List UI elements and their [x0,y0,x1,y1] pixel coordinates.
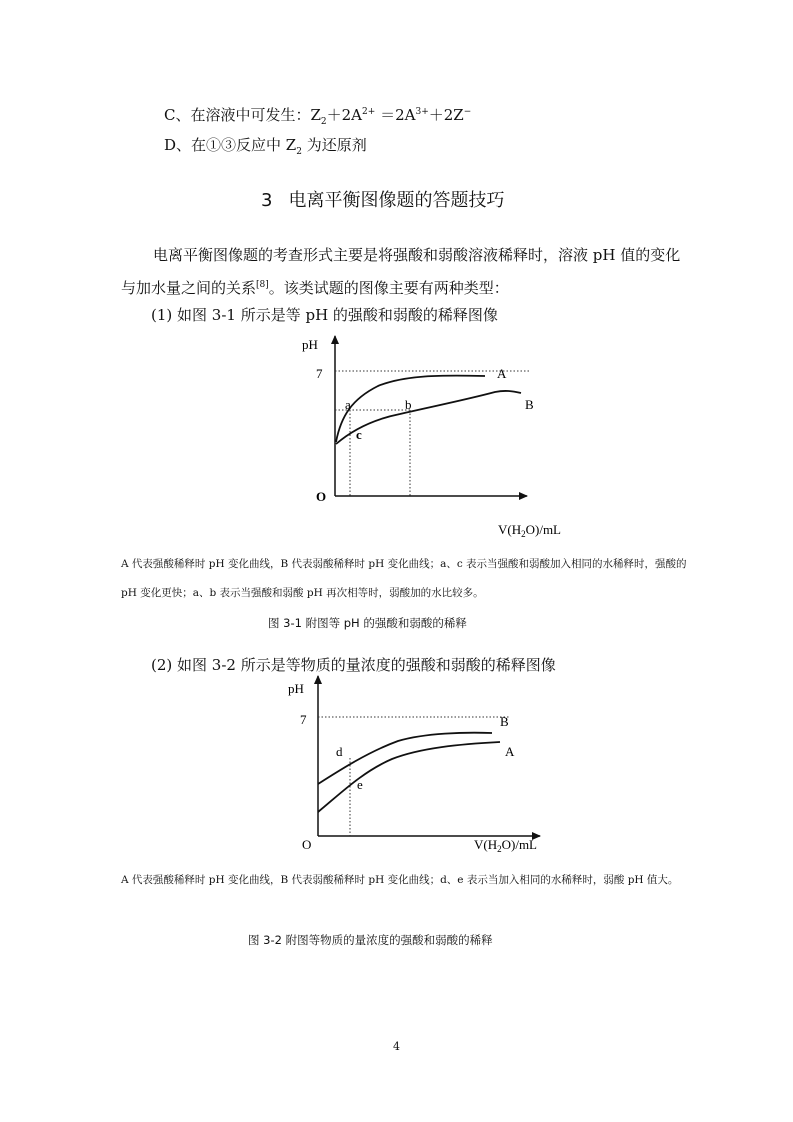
figure2-caption: 图 3-2 附图等物质的量浓度的强酸和弱酸的稀释 [248,933,493,947]
curve-B [336,391,521,444]
label-7: 7 [316,366,323,381]
figure2-note: A 代表强酸稀释时 pH 变化曲线，B 代表弱酸稀释时 pH 变化曲线；d、e 表示当加入相同的水稀释时，弱酸 pH 值大。 [121,874,679,886]
label-7: 7 [300,712,307,727]
label-origin: O [316,489,327,504]
label-ph: pH [302,337,318,352]
figure2-intro: (2) 如图 3-2 所示是等物质的量浓度的强酸和弱酸的稀释图像 [151,656,556,674]
label-B: B [525,397,534,412]
curve-B [318,733,492,784]
option-d: D、在①③反应中 $Z_2$ 为还原剂 [164,136,367,157]
intro-paragraph: 电离平衡图像题的考查形式主要是将强酸和弱酸溶液稀释时，溶液 pH 值的变化与加水量之间的关系[8]。该类试题的图像主要有两种类型： [121,246,681,297]
label-x: $V(H_2O)/mL$ [498,522,561,539]
label-x: $V(H_2O)/mL$ [474,837,537,854]
label-ph: pH [288,681,304,696]
label-origin: O [302,837,312,852]
label-A: A [505,744,515,759]
label-b: b [405,397,412,412]
page-number: 4 [393,1040,400,1053]
figure1-chart [0,0,793,560]
label-e: e [357,777,363,792]
figure1-intro: (1) 如图 3-1 所示是等 pH 的强酸和弱酸的稀释图像 [151,306,498,324]
label-d: d [336,744,343,759]
label-B: B [500,714,509,729]
figure2-chart [0,660,793,860]
option-c: C、在溶液中可发生：$Z_2+2A^{2+} =2A^{3+}+2Z^-$ [164,106,472,127]
label-A: A [497,366,507,381]
label-a: a [345,397,351,412]
figure1-caption: 图 3-1 附图等 pH 的强酸和弱酸的稀释 [268,616,467,630]
curve-A [318,742,500,812]
section-heading: 3 电离平衡图像题的答题技巧 [261,190,505,211]
figure1-note: A 代表强酸稀释时 pH 变化曲线，B 代表弱酸稀释时 pH 变化曲线；a、c 表示当强酸和弱酸加入相同的水稀释时，强酸的 pH 变化更快；a、b 表示当强酸和弱酸 pH 再次相等时，弱酸加的水比较多。 [121,558,687,599]
label-c: c [356,427,362,442]
